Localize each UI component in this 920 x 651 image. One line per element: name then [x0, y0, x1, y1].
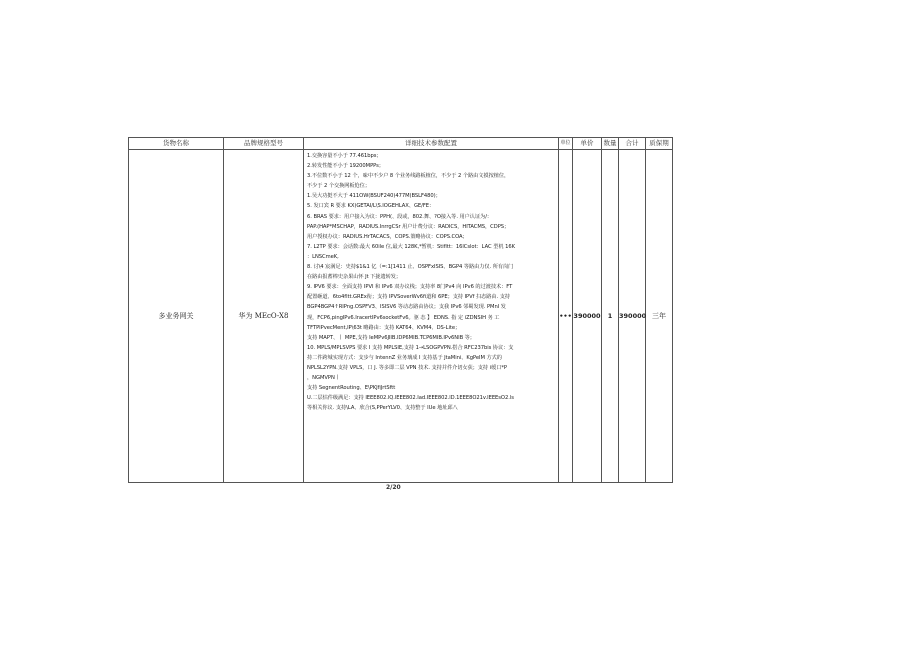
- spec-line: 6. BRAS 要求：用户接入为议：PPH(、段或，802.舞、?O接入等. 用户认证为/：: [307, 213, 493, 220]
- spec-line: 7. L2TP 要求：会话数:最大 60ile 位,最大 128K,*暂机：Stifltt：16lCslot：LAC 型机 16K: [307, 243, 515, 250]
- item-name-cell: 多业务网关: [129, 150, 224, 483]
- header-row: [129, 138, 673, 150]
- header-spec: 详细技术参数配置: [304, 138, 559, 150]
- procurement-table: [128, 137, 673, 483]
- header-unit: 单位: [559, 138, 573, 150]
- spec-line: TFTPIPvecMent,IP\63t 略路由：支持 KAT64、KVM4、DS-Lite；: [307, 324, 461, 331]
- total-cell: 390000: [619, 150, 646, 483]
- spec-line: 不少于 2 个交换网板怆位；: [307, 183, 370, 190]
- spec-line: 用户授权办议：RADIUS.HrTACACS，COPS.策略协议：COPS.COA；: [307, 233, 468, 240]
- spec-line: ，NGMVPN丨: [307, 375, 340, 382]
- unit-cell: •••: [559, 150, 573, 483]
- header-warranty: 质保期: [646, 138, 673, 150]
- spec-line: 现，FCP6,pingIPv6.IracertIPv6socketFv6。驱 态 】 EDNS. 指 定 iZDNSIH 务 工: [307, 314, 500, 321]
- spec-line: 3.不位数不小于 12 个，味中不少户 8 个业务线路板植位，不少于 2 个路由文摸按植位，: [307, 173, 510, 180]
- warranty-cell: 三年: [646, 150, 673, 483]
- page-number: 2/20: [386, 484, 401, 491]
- spec-line: BGP4BGP4↑RIPng.OSPFV3、ISISV6 等动态路由协议；支我 IPv6 邻蜀发现. PMnI 发: [307, 304, 506, 311]
- spec-line: 9. IPV6 要求：全面支持 IPVI 和 IPv6 双办议栈；支持率 8门Pv4 向 IPv6 的过渡技术：FT: [307, 284, 513, 291]
- spec-line: 8. 讨\4 宸满足：史持$1&1 亿（=:1[1411 止、OSPFxISIS、BGP4 等路由力仅. 所有岗门: [307, 264, 514, 271]
- unit-price-cell: 390000: [573, 150, 602, 483]
- spec-line: 5. 发口宾 R 要求 KX)GETAI/L\S.IOGEHLAX、GE/FE：: [307, 203, 435, 210]
- spec-line: NPLSL2YPN.支持 VPLS，口 J. 等多即二层 VPN 技术. 支持并件介切女获；支持 i缓口*P: [307, 364, 507, 371]
- spec-line: 等相关你议. 支持\LA、欣合(S,PPerYLV0、支持整于 IUe 地址邱八: [307, 405, 458, 412]
- spec-line: 1.交换容量不小于 77.461bps；: [307, 153, 382, 159]
- spec-line: PAP.(HAP*MSCHAP，RADIUS.InrrgCSr 用户计费分议：RADICS，HITACMS，CDPS；: [307, 223, 510, 230]
- spec-line: 在路由报蓄棒史杂果山怀 Jt 下拢遗转发；: [307, 274, 401, 281]
- spec-line: 2.转发性能不小于 19200MPPs；: [307, 163, 384, 170]
- header-quantity: 数量: [602, 138, 619, 150]
- header-unit-price: 单价: [573, 138, 602, 150]
- spec-line: 配置砸道、6to4fltt.GREx衔；支持 IPVSoverWv6fi道和 6PE；支持 IPVf 扫态路由. 支持: [307, 294, 511, 301]
- header-item-name: 货物名称: [129, 138, 224, 150]
- header-brand-model: 品牌规格型号: [224, 138, 304, 150]
- header-total: 合计: [619, 138, 646, 150]
- spec-line: 1.吴大功挺不大于 411OW(BSUF240)477M(BSLF480)；: [307, 193, 441, 200]
- spec-line: 支持 SegnentRouting、E\PKJfiJrtSftt: [307, 385, 396, 392]
- spec-line: 10. MPLS/MPLSVPS 要求 I 支持 MPLSIE,支持 1→LSOGPVPN.搭合 RFC237bis 协议：支: [307, 344, 514, 351]
- spec-line: 持二件跨城实现方式：支步与 IntennZ 业务璃成 I 支持基于 JtaMini、KgPeIM 方式的: [307, 354, 502, 361]
- spec-line: ：LNSCmeK,: [307, 253, 339, 260]
- table-row: [129, 150, 673, 483]
- spec-line: U.二层怙件级满足：支持 IEEE802.lQ.lEEE802.Iad.IEEE802.lD.1EEE8O21v.IEEEsO2.ls: [307, 395, 514, 402]
- quantity-cell: 1: [602, 150, 619, 483]
- brand-model-cell: 华为 MEcO-X8: [224, 150, 304, 483]
- spec-line: 支持 MAPT、丨 MPE,支持 IeMPv6JIIB.lDP6MIB.TCP6MIB.IPv6NIB 等；: [307, 334, 475, 341]
- spec-cell: [304, 150, 559, 483]
